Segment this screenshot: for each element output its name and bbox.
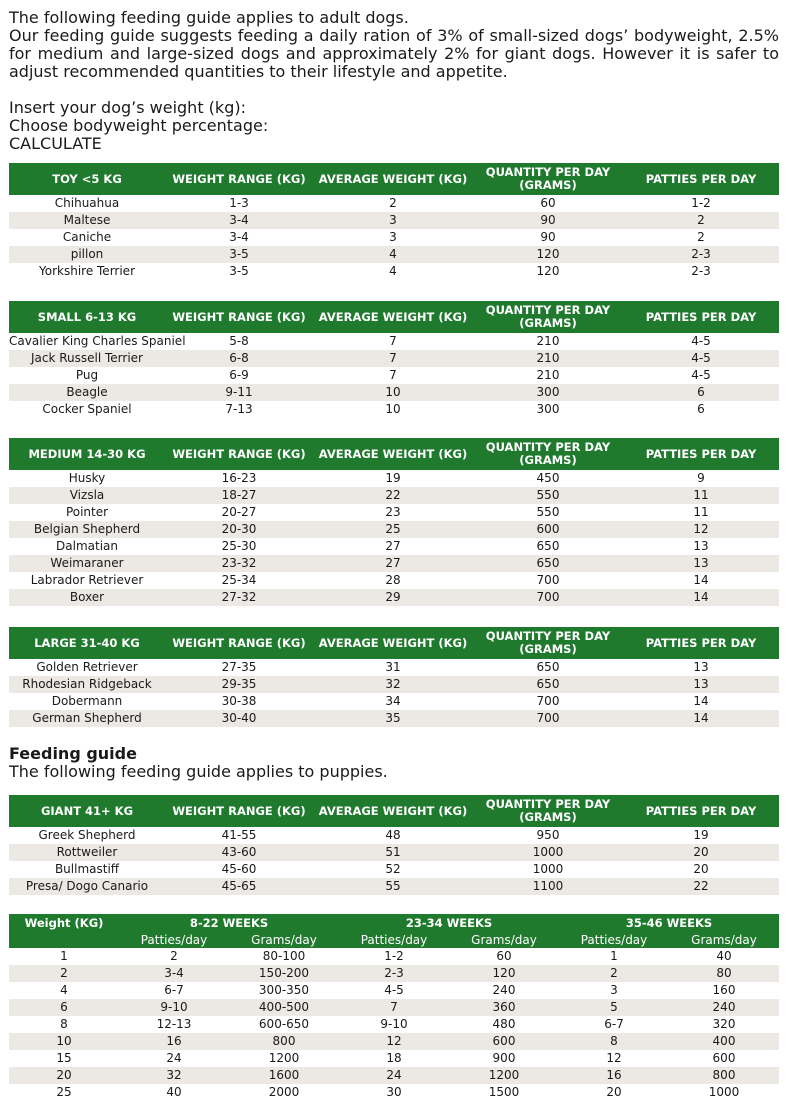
table-cell: 30-40 (165, 710, 313, 727)
table-cell: 60 (540, 196, 556, 210)
table-cell: 7 (339, 999, 449, 1016)
table-cell: 30-38 (221, 694, 257, 708)
table-row (9, 589, 779, 606)
table-cell: 25-34 (221, 573, 257, 587)
table-cell: 1000 (473, 844, 623, 861)
table-cell: 120 (536, 264, 560, 278)
calculator-controls (9, 99, 268, 153)
subheader-grams: Grams/day (229, 931, 339, 948)
small-table (9, 301, 779, 418)
table-cell: 18-27 (165, 487, 313, 504)
table-cell: 9-10 (119, 999, 229, 1016)
table-cell: 11 (693, 505, 709, 519)
table-cell: 650 (473, 555, 623, 572)
weight-input-label[interactable]: Insert your dog’s weight (kg): (9, 98, 246, 117)
table-cell: 1-2 (384, 949, 404, 963)
table-row (9, 827, 779, 844)
col-average-weight: AVERAGE WEIGHT (KG) (313, 163, 473, 195)
table-row (9, 1067, 779, 1084)
col-weight-range: WEIGHT RANGE (KG) (165, 795, 313, 827)
table-cell: 8 (559, 1033, 669, 1050)
table-cell: 4-5 (691, 368, 711, 382)
col-patties-per-day: PATTIES PER DAY (623, 795, 779, 827)
intro-line: The following feeding guide applies to adult dogs. (9, 8, 409, 27)
table-cell: 1000 (532, 862, 564, 876)
table-cell: 20 (9, 1067, 119, 1084)
table-cell: Bullmastiff (54, 862, 120, 876)
table-cell: 2 (170, 949, 178, 963)
table-cell: 950 (536, 828, 560, 842)
table-cell: 120 (449, 965, 559, 982)
table-cell: 40 (716, 949, 732, 963)
table-cell: 3 (610, 983, 618, 997)
table-cell: 1100 (473, 878, 623, 895)
table-cell: 23 (385, 505, 401, 519)
table-cell: 51 (313, 844, 473, 861)
intro (9, 9, 779, 81)
table-title: SMALL 6-13 KG (9, 301, 165, 333)
table-row (9, 555, 779, 572)
intro-paragraph: Our feeding guide suggests feeding a daily ration of 3% of small-sized dogs’ bodyweight, 2.5% for medium and large-sized dogs and approximately 2% for giant dogs. However it is safer to adjust recommended quantities to their lifestyle and appetite. (9, 26, 779, 81)
table-cell: 450 (536, 471, 560, 485)
table-cell: 20-30 (165, 521, 313, 538)
table-cell: 80-100 (262, 949, 306, 963)
col-weight-range: WEIGHT RANGE (KG) (165, 163, 313, 195)
table-cell: 650 (536, 660, 560, 674)
table-row (9, 965, 779, 982)
table-cell: 700 (536, 573, 560, 587)
table-cell: 2 (697, 230, 705, 244)
table-cell: 14 (623, 589, 779, 606)
table-cell: 320 (712, 1017, 736, 1031)
table-cell: 19 (693, 828, 709, 842)
table-cell: 20-27 (221, 505, 257, 519)
table-title: TOY <5 KG (9, 163, 165, 195)
table-cell: 19 (385, 471, 401, 485)
table-row (9, 948, 779, 965)
table-row (9, 504, 779, 521)
col-quantity-per-day: QUANTITY PER DAY (GRAMS) (473, 627, 623, 659)
table-cell: 300 (473, 384, 623, 401)
table-cell: 3 (389, 230, 397, 244)
table-cell: 6-8 (165, 350, 313, 367)
table-cell: 32 (119, 1067, 229, 1084)
table-cell: 7 (389, 368, 397, 382)
toy-table (9, 163, 779, 280)
table-cell: 10 (313, 384, 473, 401)
table-row (9, 710, 779, 727)
table-cell: 6-7 (164, 983, 184, 997)
table-cell: 11 (623, 487, 779, 504)
puppy-table (9, 914, 779, 1101)
table-cell: 2 (623, 212, 779, 229)
table-cell: Golden Retriever (36, 660, 138, 674)
table-cell: 210 (536, 368, 560, 382)
blank-subheader (9, 931, 119, 948)
table-cell: 6 (9, 999, 119, 1016)
table-cell: 27-32 (165, 589, 313, 606)
table-cell: 9-10 (380, 1017, 408, 1031)
table-row (9, 212, 779, 229)
table-cell: 3-5 (165, 246, 313, 263)
table-cell: 30 (386, 1085, 402, 1099)
table-row (9, 1033, 779, 1050)
table-cell: 80 (669, 965, 779, 982)
table-cell: Cavalier King Charles Spaniel (9, 334, 186, 348)
table-cell: 48 (385, 828, 401, 842)
table-cell: 1500 (488, 1085, 520, 1099)
col-quantity-per-day: QUANTITY PER DAY (GRAMS) (473, 795, 623, 827)
table-cell: 34 (385, 694, 401, 708)
table-cell: 41-55 (221, 828, 257, 842)
table-cell: 23-32 (165, 555, 313, 572)
table-cell: 8 (60, 1017, 68, 1031)
table-cell: Husky (68, 471, 106, 485)
table-cell: 400 (669, 1033, 779, 1050)
table-cell: Chihuahua (54, 196, 120, 210)
subheader-patties: Patties/day (559, 931, 669, 948)
table-cell: 12 (623, 521, 779, 538)
table-row (9, 844, 779, 861)
table-cell: 210 (473, 350, 623, 367)
table-cell: 35 (313, 710, 473, 727)
col-average-weight: AVERAGE WEIGHT (KG) (313, 301, 473, 333)
table-cell: Presa/ Dogo Canario (9, 878, 165, 895)
table-cell: Vizsla (9, 487, 165, 504)
table-row (9, 384, 779, 401)
subheader-grams: Grams/day (669, 931, 779, 948)
table-cell: 5-8 (229, 334, 249, 348)
section-subtitle: The following feeding guide applies to puppies. (9, 762, 388, 781)
table-cell: 15 (56, 1051, 72, 1065)
table-cell: 4-5 (691, 334, 711, 348)
table-cell: 900 (492, 1051, 516, 1065)
table-cell: 16 (119, 1033, 229, 1050)
table-cell: 600 (473, 521, 623, 538)
table-row (9, 538, 779, 555)
table-row (9, 521, 779, 538)
table-cell: German Shepherd (9, 710, 165, 727)
col-weight-range: WEIGHT RANGE (KG) (165, 627, 313, 659)
table-row (9, 333, 779, 350)
col-quantity-per-day: QUANTITY PER DAY (GRAMS) (473, 301, 623, 333)
table-cell: 150-200 (229, 965, 339, 982)
table-cell: 120 (473, 246, 623, 263)
table-cell: 43-60 (165, 844, 313, 861)
table-cell: 52 (385, 862, 401, 876)
table-cell: 29-35 (165, 676, 313, 693)
table-cell: 3-5 (229, 264, 249, 278)
table-cell: 4-5 (623, 350, 779, 367)
col-average-weight: AVERAGE WEIGHT (KG) (313, 438, 473, 470)
table-cell: 22 (623, 878, 779, 895)
table-cell: Labrador Retriever (30, 573, 144, 587)
table-title: GIANT 41+ KG (9, 795, 165, 827)
table-cell: 20 (606, 1085, 622, 1099)
col-patties-per-day: PATTIES PER DAY (623, 627, 779, 659)
table-cell: Jack Russell Terrier (9, 350, 165, 367)
table-row (9, 676, 779, 693)
table-cell: 27-35 (221, 660, 257, 674)
table-cell: 550 (536, 505, 560, 519)
table-cell: 600 (449, 1033, 559, 1050)
table-cell: 22 (313, 487, 473, 504)
table-cell: 600 (712, 1051, 736, 1065)
table-cell: 800 (229, 1033, 339, 1050)
table-cell: 300-350 (258, 983, 310, 997)
table-cell: 20 (623, 844, 779, 861)
table-cell: 4-5 (384, 983, 404, 997)
table-cell: 1600 (229, 1067, 339, 1084)
group-23-34-weeks: 23-34 WEEKS (339, 914, 559, 931)
table-row (9, 350, 779, 367)
table-cell: 360 (449, 999, 559, 1016)
table-cell: 6-7 (604, 1017, 624, 1031)
table-cell: 160 (712, 983, 736, 997)
table-cell: Pointer (65, 505, 109, 519)
table-cell: Maltese (9, 212, 165, 229)
table-cell: Yorkshire Terrier (39, 264, 135, 278)
table-cell: Dalmatian (56, 539, 118, 553)
table-cell: Boxer (9, 589, 165, 606)
table-cell: 14 (693, 694, 709, 708)
table-cell: 28 (385, 573, 401, 587)
table-cell: 9-11 (165, 384, 313, 401)
table-row (9, 982, 779, 999)
col-patties-per-day: PATTIES PER DAY (623, 163, 779, 195)
table-cell: 20 (693, 862, 709, 876)
table-cell: Dobermann (51, 694, 123, 708)
table-cell: 12 (339, 1033, 449, 1050)
table-cell: 2 (559, 965, 669, 982)
table-cell: 1200 (268, 1051, 300, 1065)
table-row (9, 659, 779, 676)
table-cell: 32 (313, 676, 473, 693)
table-row (9, 246, 779, 263)
feeding-guide-section (9, 745, 388, 781)
table-cell: 3 (313, 212, 473, 229)
col-weight-range: WEIGHT RANGE (KG) (165, 438, 313, 470)
table-cell: 10 (9, 1033, 119, 1050)
table-cell: 12 (606, 1051, 622, 1065)
table-cell: 2-3 (339, 965, 449, 982)
col-quantity-per-day: QUANTITY PER DAY (GRAMS) (473, 163, 623, 195)
table-row (9, 487, 779, 504)
table-cell: 7 (313, 350, 473, 367)
table-cell: Pug (75, 368, 99, 382)
table-row (9, 999, 779, 1016)
table-cell: 12-13 (156, 1017, 192, 1031)
table-cell: 400-500 (229, 999, 339, 1016)
table-title: LARGE 31-40 KG (9, 627, 165, 659)
table-cell: 13 (623, 555, 779, 572)
table-cell: 240 (492, 983, 516, 997)
table-cell: 45-60 (221, 862, 257, 876)
table-cell: 24 (166, 1051, 182, 1065)
table-cell: 650 (536, 539, 560, 553)
table-cell: 800 (669, 1067, 779, 1084)
table-cell: 40 (166, 1085, 182, 1099)
table-cell: 480 (492, 1017, 516, 1031)
table-cell: 2000 (268, 1085, 300, 1099)
table-cell: 55 (313, 878, 473, 895)
table-row (9, 470, 779, 487)
table-row (9, 1084, 779, 1101)
col-quantity-per-day: QUANTITY PER DAY (GRAMS) (473, 438, 623, 470)
table-cell: 31 (385, 660, 401, 674)
table-cell: 2-3 (691, 264, 711, 278)
table-cell: 6 (623, 384, 779, 401)
table-cell: 90 (473, 212, 623, 229)
table-cell: pillon (9, 246, 165, 263)
table-row (9, 693, 779, 710)
group-8-22-weeks: 8-22 WEEKS (119, 914, 339, 931)
table-cell: 2 (389, 196, 397, 210)
table-row (9, 367, 779, 384)
table-row (9, 1016, 779, 1033)
table-cell: 3-4 (119, 965, 229, 982)
table-cell: Belgian Shepherd (9, 521, 165, 538)
table-cell: 300 (536, 402, 560, 416)
table-cell: 2 (9, 965, 119, 982)
table-cell: 4 (60, 983, 68, 997)
table-cell: Caniche (62, 230, 112, 244)
table-cell: 5 (559, 999, 669, 1016)
table-cell: 9 (697, 471, 705, 485)
table-cell: 1 (610, 949, 618, 963)
table-cell: Cocker Spaniel (42, 402, 132, 416)
col-average-weight: AVERAGE WEIGHT (KG) (313, 795, 473, 827)
table-cell: 60 (496, 949, 512, 963)
col-weight-kg: Weight (KG) (9, 914, 119, 931)
table-cell: 13 (623, 676, 779, 693)
table-row (9, 229, 779, 246)
table-cell: 550 (473, 487, 623, 504)
table-cell: 2-3 (623, 246, 779, 263)
percentage-select-label[interactable]: Choose bodyweight percentage: (9, 116, 269, 135)
table-cell: 29 (313, 589, 473, 606)
table-cell: 1 (60, 949, 68, 963)
giant-table (9, 795, 779, 895)
col-average-weight: AVERAGE WEIGHT (KG) (313, 627, 473, 659)
table-row (9, 263, 779, 280)
table-cell: 25 (56, 1085, 72, 1099)
table-cell: 1-2 (691, 196, 711, 210)
table-row (9, 1050, 779, 1067)
table-cell: 25 (313, 521, 473, 538)
table-cell: 16 (559, 1067, 669, 1084)
table-cell: 27 (385, 539, 401, 553)
table-cell: 24 (339, 1067, 449, 1084)
table-cell: 45-65 (165, 878, 313, 895)
table-title: MEDIUM 14-30 KG (9, 438, 165, 470)
table-cell: 7-13 (225, 402, 253, 416)
subheader-patties: Patties/day (339, 931, 449, 948)
table-cell: 7 (389, 334, 397, 348)
table-cell: Rhodesian Ridgeback (9, 676, 165, 693)
table-cell: 16-23 (221, 471, 257, 485)
table-cell: 6 (697, 402, 705, 416)
table-cell: 4 (313, 246, 473, 263)
table-cell: 13 (693, 539, 709, 553)
table-cell: 14 (623, 710, 779, 727)
table-cell: 13 (693, 660, 709, 674)
table-row (9, 195, 779, 212)
table-cell: 10 (385, 402, 401, 416)
table-cell: 25-30 (221, 539, 257, 553)
group-35-46-weeks: 35-46 WEEKS (559, 914, 779, 931)
table-cell: 3-4 (229, 230, 249, 244)
medium-table (9, 438, 779, 606)
subheader-grams: Grams/day (449, 931, 559, 948)
table-cell: 700 (473, 589, 623, 606)
table-cell: 700 (473, 710, 623, 727)
table-cell: 600-650 (258, 1017, 310, 1031)
calculate-button[interactable]: CALCULATE (9, 134, 102, 153)
table-row (9, 572, 779, 589)
table-cell: 210 (536, 334, 560, 348)
table-cell: Beagle (9, 384, 165, 401)
table-row (9, 878, 779, 895)
table-cell: 1200 (449, 1067, 559, 1084)
table-cell: 240 (669, 999, 779, 1016)
table-cell: 18 (386, 1051, 402, 1065)
table-cell: Greek Shepherd (38, 828, 136, 842)
table-row (9, 401, 779, 418)
table-cell: Rottweiler (9, 844, 165, 861)
table-cell: 1000 (708, 1085, 740, 1099)
table-cell: 90 (540, 230, 556, 244)
table-cell: 4 (389, 264, 397, 278)
table-cell: Weimaraner (9, 555, 165, 572)
table-cell: 700 (536, 694, 560, 708)
table-cell: 3-4 (165, 212, 313, 229)
table-cell: 27 (313, 555, 473, 572)
col-patties-per-day: PATTIES PER DAY (623, 301, 779, 333)
table-cell: 1-3 (229, 196, 249, 210)
subheader-patties: Patties/day (119, 931, 229, 948)
table-row (9, 861, 779, 878)
large-table (9, 627, 779, 727)
table-cell: 14 (693, 573, 709, 587)
section-heading: Feeding guide (9, 744, 137, 763)
table-cell: 6-9 (229, 368, 249, 382)
col-weight-range: WEIGHT RANGE (KG) (165, 301, 313, 333)
table-cell: 650 (473, 676, 623, 693)
col-patties-per-day: PATTIES PER DAY (623, 438, 779, 470)
